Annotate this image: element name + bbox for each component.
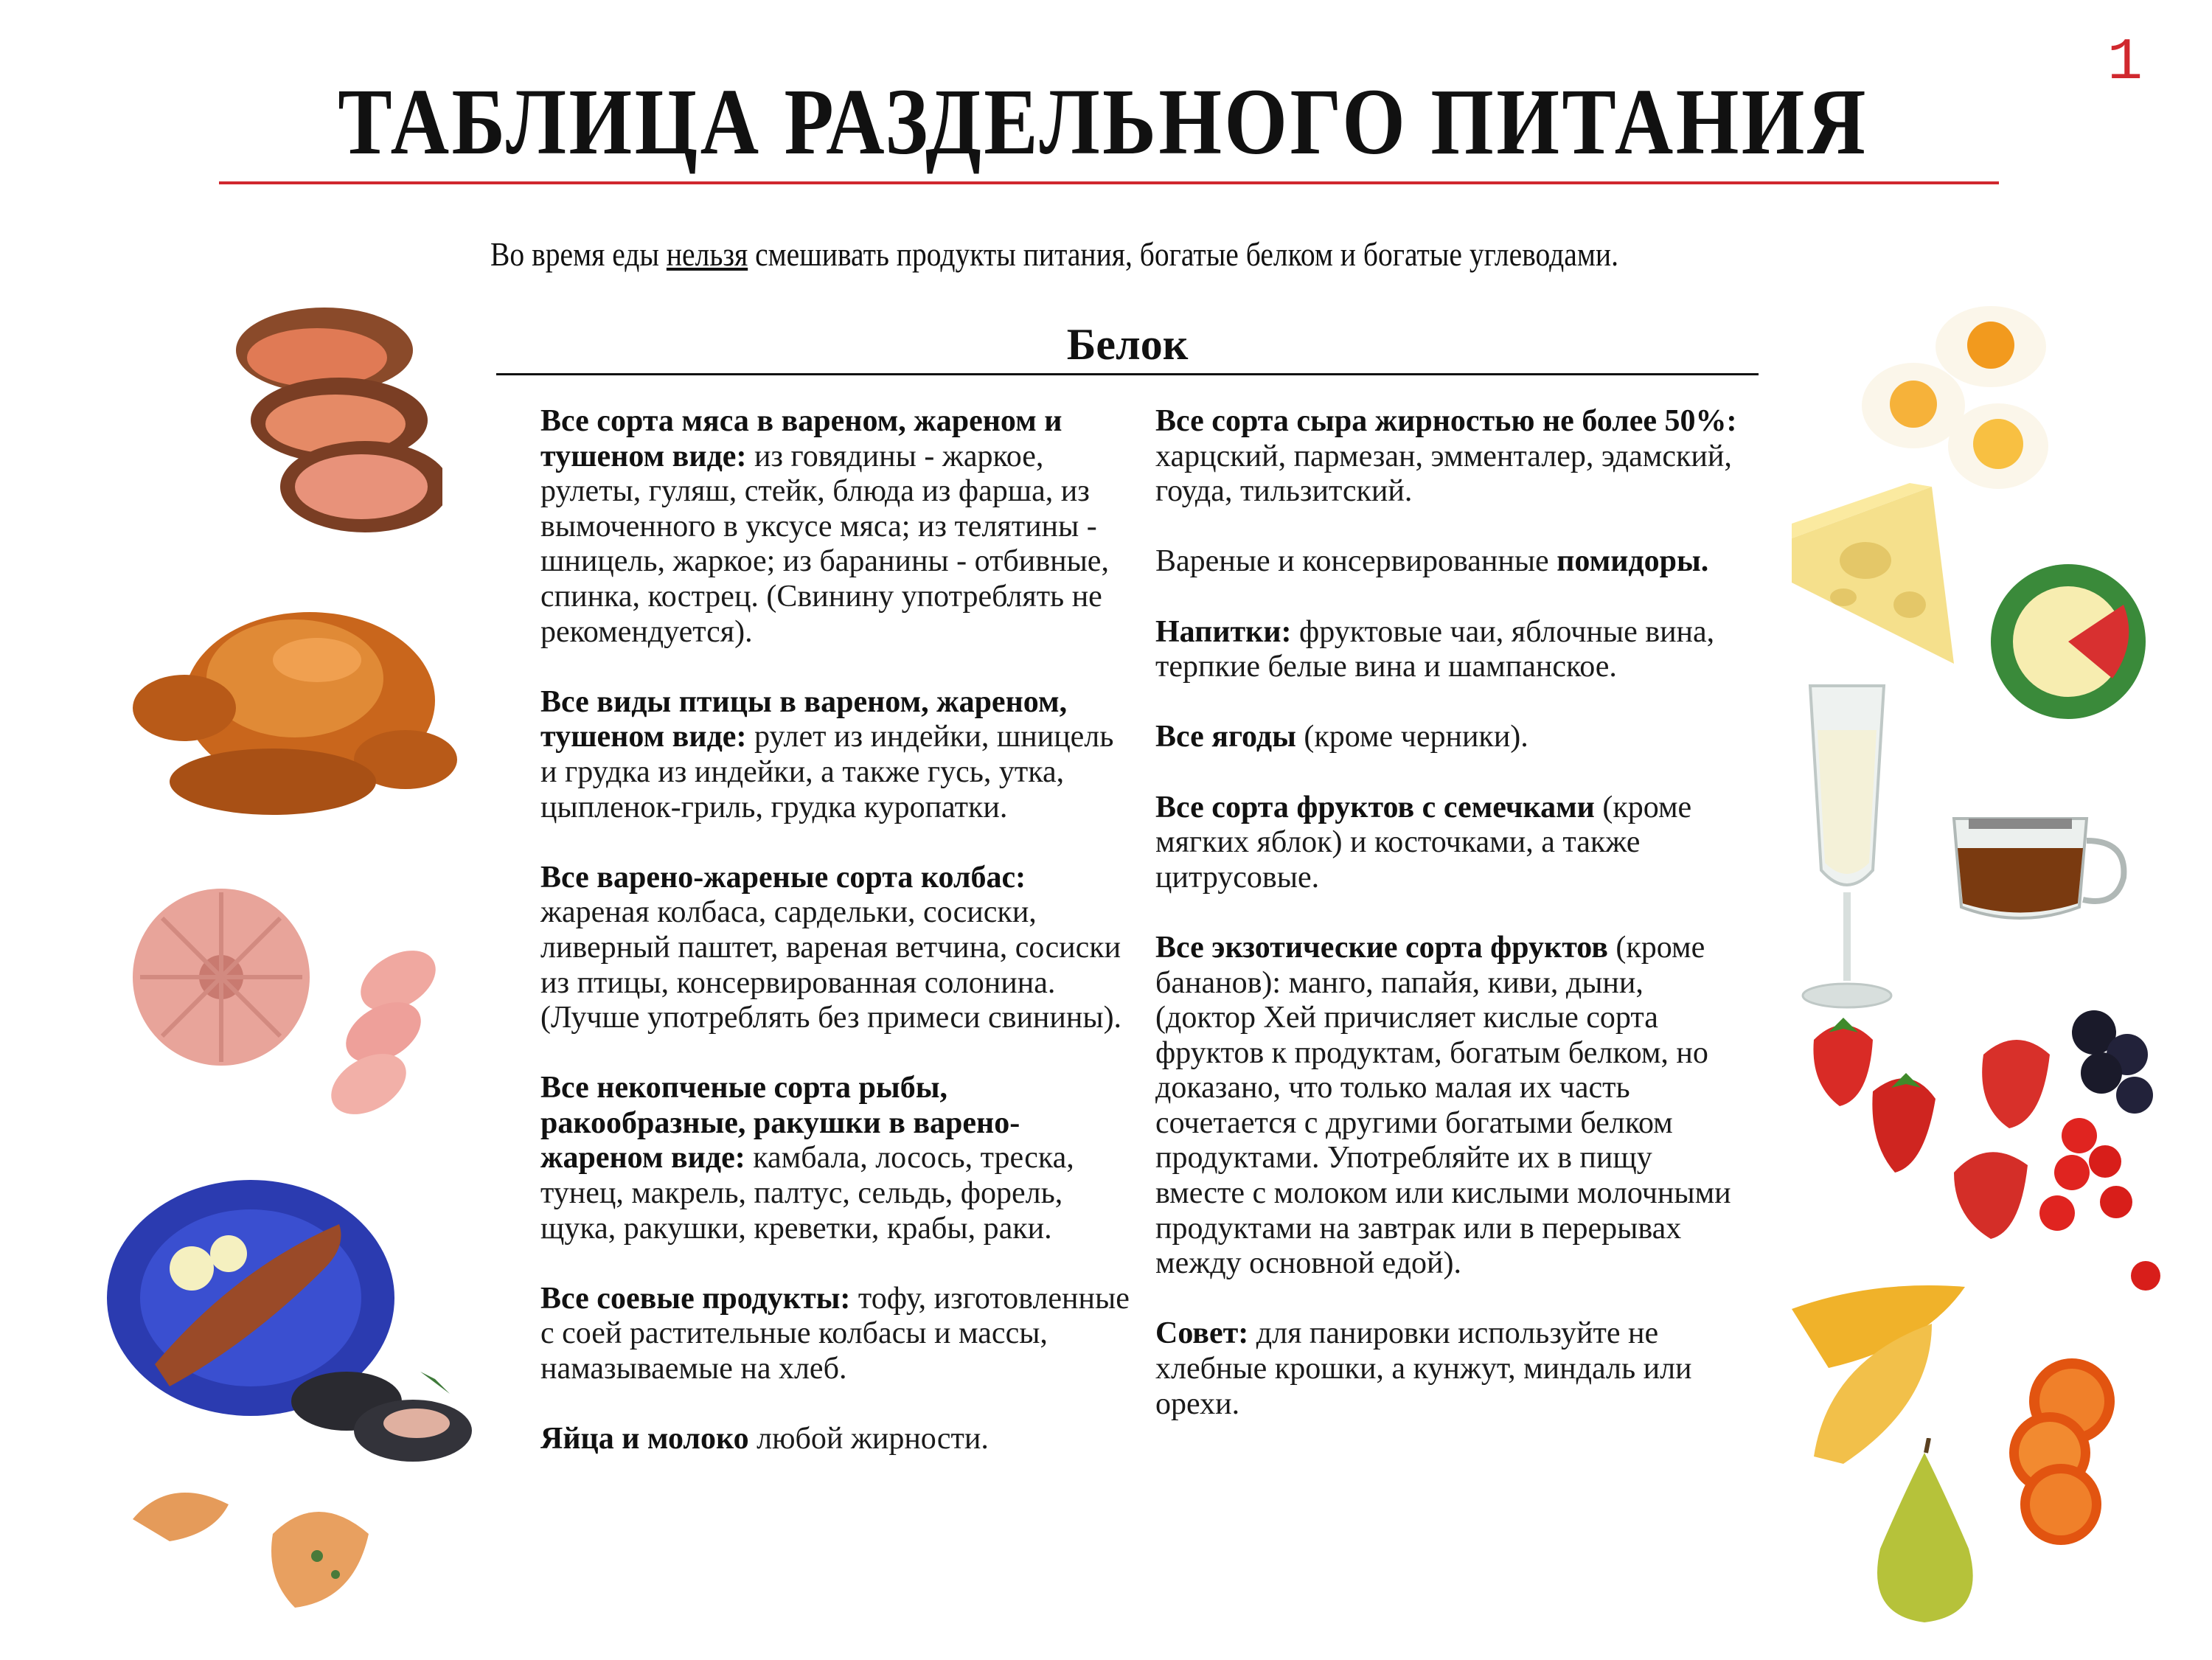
sausage-slices-icon <box>125 885 457 1121</box>
edam-cheese-icon <box>1983 560 2153 723</box>
paragraph-heading: Все экзотические сорта фруктов <box>1155 930 1608 965</box>
paragraph-text: (кроме мягких яблок) и косточками, а также цитрусовые. <box>1155 790 1692 895</box>
champagne-glass-icon <box>1799 678 1895 1018</box>
paragraph-poultry <box>540 685 1130 825</box>
roast-beef-icon <box>214 299 442 549</box>
intro-emphasis: нельзя <box>666 235 748 273</box>
cheese-icon <box>1784 479 1961 671</box>
paragraph-heading: Все некопченые сорта рыбы, ракообразные, ракушки в варено-жареном виде: <box>540 1071 1020 1175</box>
paragraph-text: Вареные и консервированные <box>1155 544 1557 579</box>
paragraph-text: камбала, лосось, треска, тунец, макрель, палтус, сельдь, форель, щука, ракушки, креветки, крабы, раки. <box>540 1141 1074 1246</box>
tea-cup-icon <box>1947 796 2131 929</box>
paragraph-text: (кроме бананов): манго, папайя, киви, дыни, (доктор Хей причисляет кислые сорта фруктов к продуктам, богатым белком, но доказано, что только малая их часть сочетается с другими богатыми белком продуктами. Употребляйте их в пищу вместе с молоком или кислыми молочными продуктами на завтрак или в перерывах между основной едой). <box>1155 930 1731 1281</box>
paragraph-heading: Все ягоды <box>1155 720 1296 754</box>
paragraph-heading: Совет: <box>1155 1316 1249 1351</box>
paragraph-cheese <box>1155 404 1738 510</box>
paragraph-fruits <box>1155 791 1738 896</box>
paragraph-heading: Все соевые продукты: <box>540 1281 851 1316</box>
orange-slices-icon <box>1991 1357 2131 1549</box>
intro-text <box>338 235 1771 274</box>
paragraph-text: жареная колбаса, сардельки, сосиски, ливерный паштет, вареная ветчина, сосиски из птицы, консервированная солонина. (Лучше употреблять без примеси свинины). <box>540 895 1122 1035</box>
paragraph-soy <box>540 1282 1130 1387</box>
shrimp-icon <box>125 1475 376 1622</box>
paragraph-berries <box>1155 720 1738 755</box>
paragraph-text: для панировки используйте не хлебные крошки, а кунжут, миндаль или орехи. <box>1155 1316 1692 1421</box>
eggs-icon <box>1858 302 2050 494</box>
paragraph-exotic <box>1155 931 1738 1282</box>
paragraph-tomatoes <box>1155 544 1738 580</box>
paragraph-text: (кроме черники). <box>1295 720 1528 754</box>
paragraph-heading: Все сорта фруктов с семечками <box>1155 790 1595 824</box>
paragraph-sausages <box>540 861 1130 1036</box>
paragraph-text: харцский, пармезан, эмменталер, эдамский, гоуда, тильзитский. <box>1155 439 1732 509</box>
paragraph-heading: Яйца и молоко <box>540 1422 749 1456</box>
paragraph-tip <box>1155 1316 1738 1422</box>
paragraph-text: фруктовые чаи, яблочные вина, терпкие белые вина и шампанское. <box>1155 614 1715 684</box>
title-divider <box>219 181 1999 184</box>
intro-after: смешивать продукты питания, богатые белком и богатые углеводами. <box>748 235 1618 273</box>
paragraph-text: любой жирности. <box>748 1422 989 1456</box>
section-divider <box>496 373 1759 375</box>
paragraph-text: из говядины - жаркое, рулеты, гуляш, стейк, блюда из фарша, из вымоченного в уксусе мяса; из телятины - шницель, жаркое; из баранины - отбивные, спинка, кострец. (Свинину употреблять не рекомендуется). <box>540 439 1109 649</box>
paragraph-fish <box>540 1071 1130 1246</box>
paragraph-heading: помидоры. <box>1557 544 1709 579</box>
pear-icon <box>1858 1438 1991 1630</box>
paragraph-text: рулет из индейки, шницель и грудка из индейки, а также гусь, утка, цыпленок-гриль, грудка куропатки. <box>540 720 1114 824</box>
paragraph-meat <box>540 404 1130 650</box>
paragraph-heading: Все виды птицы в вареном, жареном, тушеном виде: <box>540 684 1068 754</box>
paragraph-text: тофу, изготовленные с соей растительные колбасы и массы, намазываемые на хлеб. <box>540 1281 1130 1386</box>
right-column <box>1155 404 1738 1457</box>
intro-before: Во время еды <box>490 235 667 273</box>
paragraph-heading: Напитки: <box>1155 614 1292 649</box>
paragraph-eggs-milk <box>540 1422 1130 1457</box>
page-number: 1 <box>2107 29 2143 97</box>
strawberries-icon <box>1799 1010 1947 1180</box>
paragraph-heading: Все варено-жареные сорта колбас: <box>540 860 1026 895</box>
section-title: Белок <box>1066 320 1189 369</box>
roast-chicken-icon <box>125 590 465 826</box>
mussels-icon <box>288 1350 479 1468</box>
paragraph-heading: Все сорта мяса в вареном, жареном и тушеном виде: <box>540 404 1062 473</box>
paragraph-drinks <box>1155 615 1738 685</box>
left-column <box>540 404 1130 1492</box>
page-title: ТАБЛИЦА РАЗДЕЛЬНОГО ПИТАНИЯ <box>338 69 1868 174</box>
berries-icon <box>1947 973 2168 1298</box>
paragraph-heading: Все сорта сыра жирностью не более 50%: <box>1155 404 1737 438</box>
